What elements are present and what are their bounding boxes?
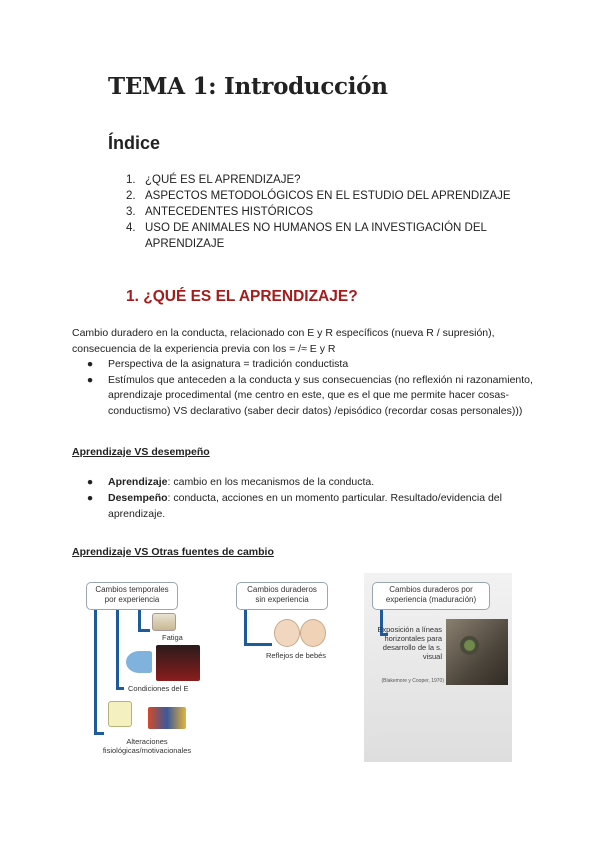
list-item: ● Estímulos que anteceden a la conducta y sus consecuencias (no reflexión ni razonamiento, aprendizaje procedimental (me centro en este, que es el que me permite hacer cosas- conductismo) VS declarativo (saber decir datos) /episódico (recordar cosas personales))) <box>86 373 533 417</box>
change-sources-diagram <box>66 573 512 762</box>
babies-image <box>274 619 326 647</box>
bullet-list-2 <box>72 474 542 522</box>
bullet-list-1 <box>72 357 542 419</box>
definition-paragraph: Cambio duradero en la conducta, relacionado con E y R específicos (nueva R / supresión), consecuencia de la experiencia previa con los = /≈ E y R <box>72 327 495 355</box>
person-image <box>108 701 132 727</box>
food-image <box>148 707 186 729</box>
toc-item: 4. USO DE ANIMALES NO HUMANOS EN LA INVESTIGACIÓN DEL APRENDIZAJE <box>126 222 487 250</box>
toc-item: 1. ¿QUÉ ES EL APRENDIZAJE? <box>126 174 301 186</box>
list-item: ● Perspectiva de la asignatura = tradición conductista <box>86 358 349 370</box>
label-exposicion: Exposición a líneas horizontales para desarrollo de la s. visual <box>377 625 442 661</box>
box-lasting-no-experience: Cambios duraderos sin experiencia <box>236 582 328 610</box>
section-heading: 1. ¿QUÉ ES EL APRENDIZAJE? <box>126 288 358 305</box>
label-alteraciones: Alteraciones fisiológicas/motivacionales <box>102 737 192 755</box>
label-condiciones: Condiciones del E <box>128 684 189 693</box>
page-title: TEMA 1: Introducción <box>108 73 388 100</box>
table-of-contents <box>126 172 526 252</box>
toc-item: 3. ANTECEDENTES HISTÓRICOS <box>126 206 314 218</box>
subheading-aprendizaje-vs-desempeno: Aprendizaje VS desempeño <box>72 446 210 458</box>
list-item: ● Desempeño: conducta, acciones en un momento particular. Resultado/evidencia del aprendizaje. <box>86 492 502 520</box>
box-temporary-changes: Cambios temporales por experiencia <box>86 582 178 610</box>
toc-item: 2. ASPECTOS METODOLÓGICOS EN EL ESTUDIO DEL APRENDIZAJE <box>126 190 511 202</box>
index-heading: Índice <box>108 133 161 153</box>
box-lasting-maturation: Cambios duraderos por experiencia (maduración) <box>372 582 490 610</box>
label-reflejos: Reflejos de bebés <box>266 651 327 660</box>
subheading-otras-fuentes: Aprendizaje VS Otras fuentes de cambio <box>72 546 274 558</box>
cat-image <box>446 619 508 685</box>
megaphone-image <box>126 651 152 673</box>
fatigue-image <box>152 613 176 631</box>
list-item: ● Aprendizaje: cambio en los mecanismos de la conducta. <box>86 476 375 488</box>
citation: (Blakemore y Cooper, 1970) <box>381 678 444 684</box>
label-fatiga: Fatiga <box>162 633 183 642</box>
cinema-image <box>156 645 200 681</box>
